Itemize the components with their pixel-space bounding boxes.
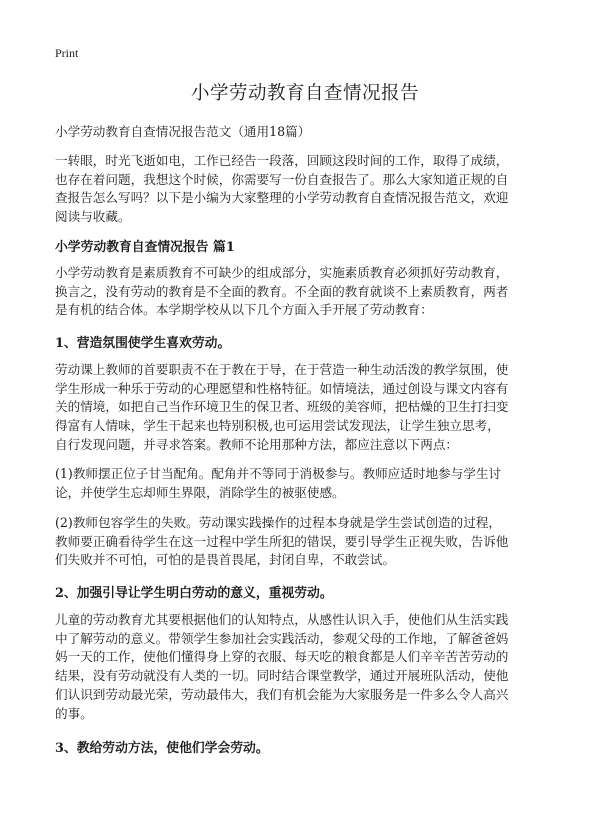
paragraph-line: 劳动课上教师的首要职责不在于教在于导，在于营造一种生动活泼的教学氛围，使: [55, 362, 509, 377]
heading-1: 1、营造氛围使学生喜欢劳动。: [55, 336, 231, 351]
paragraph-line: 学生形成一种乐于劳动的心理愿望和性格特征。如情境法，通过创设与课文内容有: [55, 380, 509, 396]
document-subtitle: 小学劳动教育自查情况报告范文（通用18篇）: [55, 124, 311, 139]
heading-2: 2、加强引导让学生明白劳动的意义，重视劳动。: [55, 586, 333, 601]
heading-3: 3、教给劳动方法，使他们学会劳动。: [55, 741, 269, 756]
paragraph-line: 是有机的结合体。本学期学校从以下几个方面入手开展了劳动教育：: [55, 302, 433, 318]
intro-line: 阅读与收藏。: [55, 209, 131, 225]
paragraph-line: 教师要正确看待学生在这一过程中学生所犯的错误，要引导学生正视失败，告诉他: [55, 533, 509, 549]
intro-paragraph: [55, 152, 555, 227]
paragraph-line: 儿童的劳动教育尤其要根据他们的认知特点，从感性认识入手，使他们从生活实践: [55, 612, 509, 627]
paragraph-line: 结果，没有劳动就没有人类的一切。同时结合课堂教学，通过开展班队活动，使他: [55, 668, 509, 684]
intro-line: 一转眼，时光飞逝如电，工作已经告一段落，回顾这段时间的工作，取得了成绩，: [55, 153, 509, 168]
paragraph-line: 得富有人情味，学生干起来也特别积极,也可运用尝试发现法，让学生独立思考，: [55, 418, 500, 434]
paragraph-line: 自行发现问题，并寻求答案。教师不论用那种方法，都应注意以下两点：: [55, 436, 458, 452]
intro-line: 查报告怎么写吗？以下是小编为大家整理的小学劳动教育自查情况报告范文，欢迎: [55, 190, 509, 206]
document-title: 小学劳动教育自查情况报告: [190, 83, 419, 104]
paragraph-line: 关的情境，如把自己当作环境卫生的保卫者、班级的美容师，把枯燥的卫生打扫变: [55, 399, 509, 415]
paragraph-line: 换言之，没有劳动的教育是不全面的教育。不全面的教育就谈不上素质教育，两者: [55, 283, 509, 299]
section-title: 小学劳动教育自查情况报告 篇1: [55, 240, 235, 255]
paragraph-line: 小学劳动教育是素质教育不可缺少的组成部分，实施素质教育必须抓好劳动教育，: [55, 265, 509, 280]
paragraph-1: [55, 264, 555, 320]
paragraph-line: 们认识到劳动最光荣，劳动最伟大，我们有机会能为大家服务是一件多么令人高兴: [55, 686, 509, 702]
intro-line: 也存在着问题，我想这个时候，你需要写一份自查报告了。那么大家知道正规的自: [55, 171, 509, 187]
paragraph-line: 中了解劳动的意义。带领学生参加社会实践活动，参观父母的工作地，了解爸爸妈: [55, 630, 509, 646]
paragraph-2: [55, 361, 555, 455]
paragraph-line: 论，并使学生忘却师生界限，消除学生的被驱使感。: [55, 484, 345, 500]
paragraph-3: [55, 465, 555, 502]
paragraph-line: (1)教师摆正位子甘当配角。配角并不等同于消极参与。教师应适时地参与学生讨: [55, 466, 502, 481]
paragraph-line: 们失败并不可怕，可怕的是畏首畏尾，封闭自卑，不敢尝试。: [55, 552, 396, 568]
paragraph-line: 的事。: [55, 705, 93, 721]
paragraph-line: (2)教师包容学生的失败。劳动课实践操作的过程本身就是学生尝试创造的过程，: [55, 515, 502, 530]
print-link[interactable]: Print: [55, 46, 79, 60]
paragraph-4: [55, 514, 555, 570]
paragraph-5: [55, 611, 555, 723]
paragraph-line: 妈一天的工作，使他们懂得身上穿的衣服、每天吃的粮食都是人们辛辛苦苦劳动的: [55, 649, 509, 665]
